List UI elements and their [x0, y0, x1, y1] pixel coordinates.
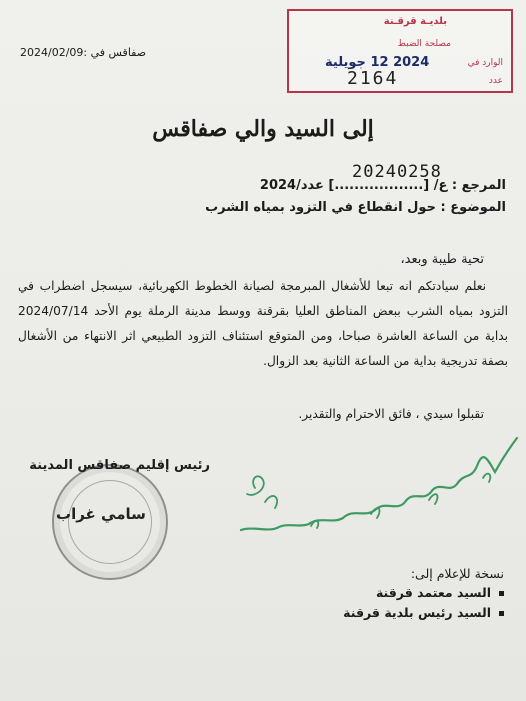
stamp-line-number-label: عدد	[488, 76, 503, 86]
copy-recipient: السيد رئيس بلدية قرقنة	[343, 605, 491, 620]
stamp-received-date: 2024 12 جويلية	[325, 55, 430, 70]
handwritten-note	[225, 428, 525, 538]
copies-heading: نسخة للإعلام إلى:	[410, 566, 504, 581]
recipient-title: إلى السيد والي صفاقس	[152, 116, 374, 142]
stamp-line-municipality: بلديـة قرقـنة	[383, 16, 447, 27]
list-item	[343, 603, 504, 623]
letter-date: صفاقس في :2024/02/09	[20, 46, 147, 59]
letter-body: نعلم سيادتكم انه تبعا للأشغال المبرمجة لصيانة الخطوط الكهربائية، سيسجل اضطراب في التزود بمياه الشرب ببعض المناطق العليا بقرقنة ووسط مدينة الرملة يوم الأحد 2024/07/14 بداية من الساعة العاشرة صباحا، ومن المتوقع استئناف التزود الطبيعي اثر الانتهاء من الأشغال بصفة تدريجية بداية من الساعة الثانية بعد الزوال.	[18, 279, 508, 368]
signer-title: رئيس إقليم صفاقس المدينة	[29, 458, 210, 473]
bullet-icon	[499, 591, 504, 596]
bullet-icon	[499, 611, 504, 616]
stamp-line-received: الوارد في	[467, 58, 503, 68]
copy-recipient: السيد معتمد قرقنة	[375, 585, 491, 600]
greeting: تحية طيبة وبعد،	[400, 252, 484, 267]
list-item	[343, 583, 504, 603]
subject-line: الموضوع : حول انقطاع في التزود بمياه الشرب	[205, 200, 506, 215]
reference-stamped-number: 20240258	[352, 162, 442, 182]
incoming-mail-stamp	[287, 9, 513, 93]
stamp-line-office: مصلحة الضبط	[397, 39, 451, 49]
signer-name: سامي غراب	[56, 505, 146, 523]
reference-line: المرجع : ع/ [..................] عدد/2024	[259, 178, 506, 193]
copies-list	[343, 583, 504, 623]
stamp-received-number: 2164	[347, 68, 399, 89]
closing-line: تقبلوا سيدي ، فائق الاحترام والتقدير.	[298, 407, 484, 421]
